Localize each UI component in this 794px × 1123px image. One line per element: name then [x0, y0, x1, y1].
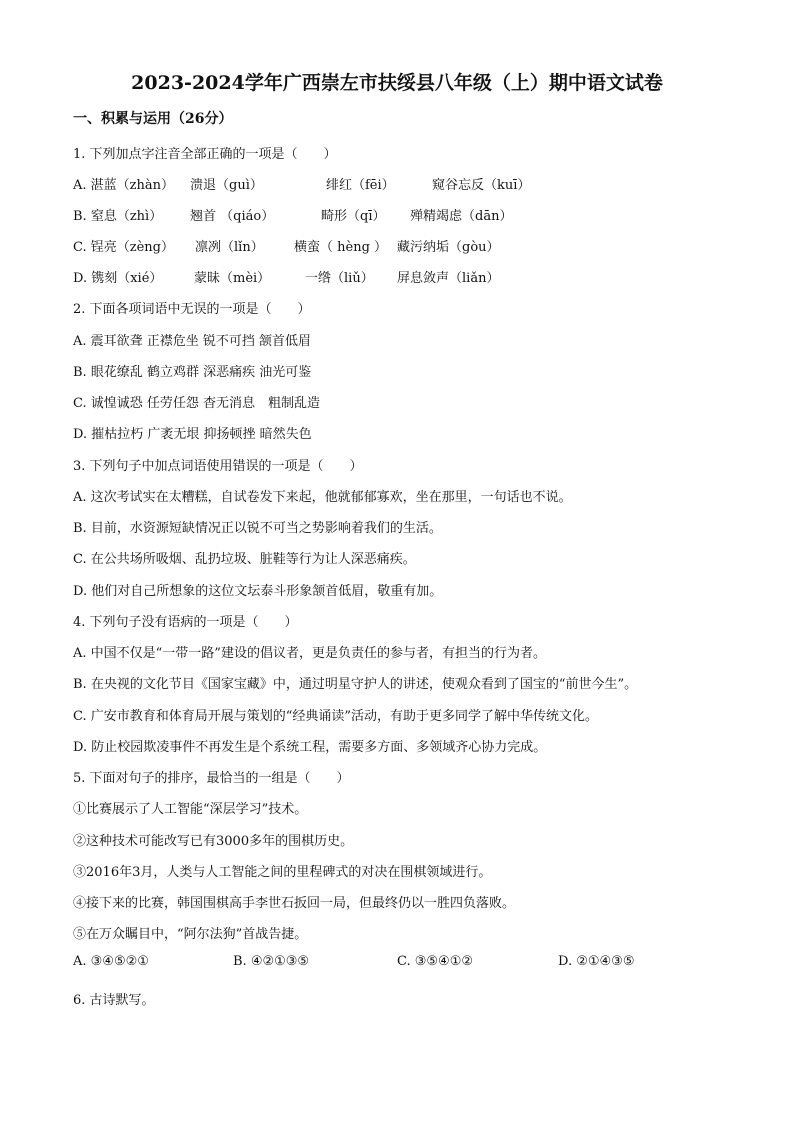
q1-option-d-3: 一绺（liǔ） — [305, 271, 374, 286]
q1-option-c-4: 藏污纳垢（gòu） — [397, 240, 500, 255]
q1-option-b-1: B. 窒息（zhì） — [73, 209, 163, 224]
q1-option-b-2: 翘首 （qiáo） — [190, 209, 275, 224]
q2-stem: 2. 下面各项词语中无误的一项是（ ） — [73, 302, 311, 317]
q4-stem: 4. 下列句子没有语病的一项是（ ） — [73, 615, 298, 630]
q1-option-a-3: 绯红（fēi） — [326, 178, 395, 193]
q1-option-d-2: 蒙昧（mèi） — [194, 271, 271, 286]
page-title: 2023-2024学年广西崇左市扶绥县八年级（上）期中语文试卷 — [131, 72, 663, 94]
q1-option-c-2: 凛冽（lǐn） — [195, 240, 264, 255]
q2-option-c: C. 诚惶诚恐 任劳任怨 杳无消息 粗制乱造 — [73, 396, 321, 411]
q3-option-a: A. 这次考试实在太糟糕，自试卷发下来起，他就郁郁寡欢，坐在那里，一句话也不说。 — [73, 490, 572, 505]
q3-option-b: B. 目前，水资源短缺情况正以锐不可当之势影响着我们的生活。 — [73, 521, 442, 536]
q1-option-d-4: 屏息敛声（liǎn） — [397, 271, 500, 286]
q1-option-b-4: 殚精竭虑（dān） — [410, 209, 513, 224]
q5-option-c: C. ③⑤④①② — [397, 954, 474, 969]
q5-option-d: D. ②①④③⑤ — [558, 954, 635, 969]
q4-option-c: C. 广安市教育和体育局开展与策划的“经典诵读”活动，有助于更多同学了解中华传统文化。 — [73, 709, 599, 724]
q2-option-d: D. 摧枯拉朽 广袤无垠 抑扬顿挫 暗然失色 — [73, 427, 312, 442]
q5-sentence-4: ④接下来的比赛，韩国围棋高手李世石扳回一局，但最终仍以一胜四负落败。 — [73, 896, 516, 911]
q5-sentence-3: ③2016年3月，人类与人工智能之间的里程碑式的对决在围棋领域进行。 — [73, 865, 492, 880]
section-heading: 一、积累与运用（26分） — [73, 111, 233, 127]
q3-option-c: C. 在公共场所吸烟、乱扔垃圾、脏鞋等行为让人深恶痛疾。 — [73, 552, 416, 567]
q2-option-a: A. 震耳欲聋 正襟危坐 锐不可挡 颔首低眉 — [73, 334, 312, 349]
q5-option-b: B. ④②①③⑤ — [233, 954, 310, 969]
q1-option-c-3: 横蛮（ hèng ） — [294, 240, 388, 255]
q4-option-d: D. 防止校园欺凌事件不再发生是个系统工程，需要多方面、多领域齐心协力完成。 — [73, 740, 547, 755]
q1-option-c-1: C. 锃亮（zèng） — [73, 240, 174, 255]
q5-sentence-5: ⑤在万众瞩目中，“阿尔法狗”首战告捷。 — [73, 927, 308, 942]
q3-stem: 3. 下列句子中加点词语使用错误的一项是（ ） — [73, 459, 363, 474]
q5-sentence-2: ②这种技术可能改写已有3000多年的围棋历史。 — [73, 834, 354, 849]
q2-option-b: B. 眼花缭乱 鹤立鸡群 深恶痛疾 油光可鉴 — [73, 365, 312, 380]
q5-option-a: A. ③④⑤②① — [73, 954, 149, 969]
q4-option-b: B. 在央视的文化节目《国家宝藏》中，通过明星守护人的讲述，使观众看到了国宝的“前世今生”。 — [73, 677, 638, 692]
q1-option-b-3: 畸形（qī） — [321, 209, 386, 224]
q5-sentence-1: ①比赛展示了人工智能“深层学习”技术。 — [73, 802, 308, 817]
q1-option-d-1: D. 镌刻（xié） — [73, 271, 163, 286]
q1-stem: 1. 下列加点字注音全部正确的一项是（ ） — [73, 147, 337, 162]
q3-option-d: D. 他们对自己所想象的这位文坛泰斗形象颔首低眉，敬重有加。 — [73, 584, 443, 599]
q6-stem: 6. 古诗默写。 — [73, 993, 155, 1008]
q1-option-a-2: 溃退（guì） — [190, 178, 263, 193]
q1-option-a-4: 窥谷忘反（kuī） — [432, 178, 531, 193]
q4-option-a: A. 中国不仅是“一带一路”建设的倡议者，更是负责任的参与者，有担当的行为者。 — [73, 646, 546, 661]
q5-stem: 5. 下面对句子的排序，最恰当的一组是（ ） — [73, 771, 350, 786]
q1-option-a-1: A. 湛蓝（zhàn） — [73, 178, 174, 193]
